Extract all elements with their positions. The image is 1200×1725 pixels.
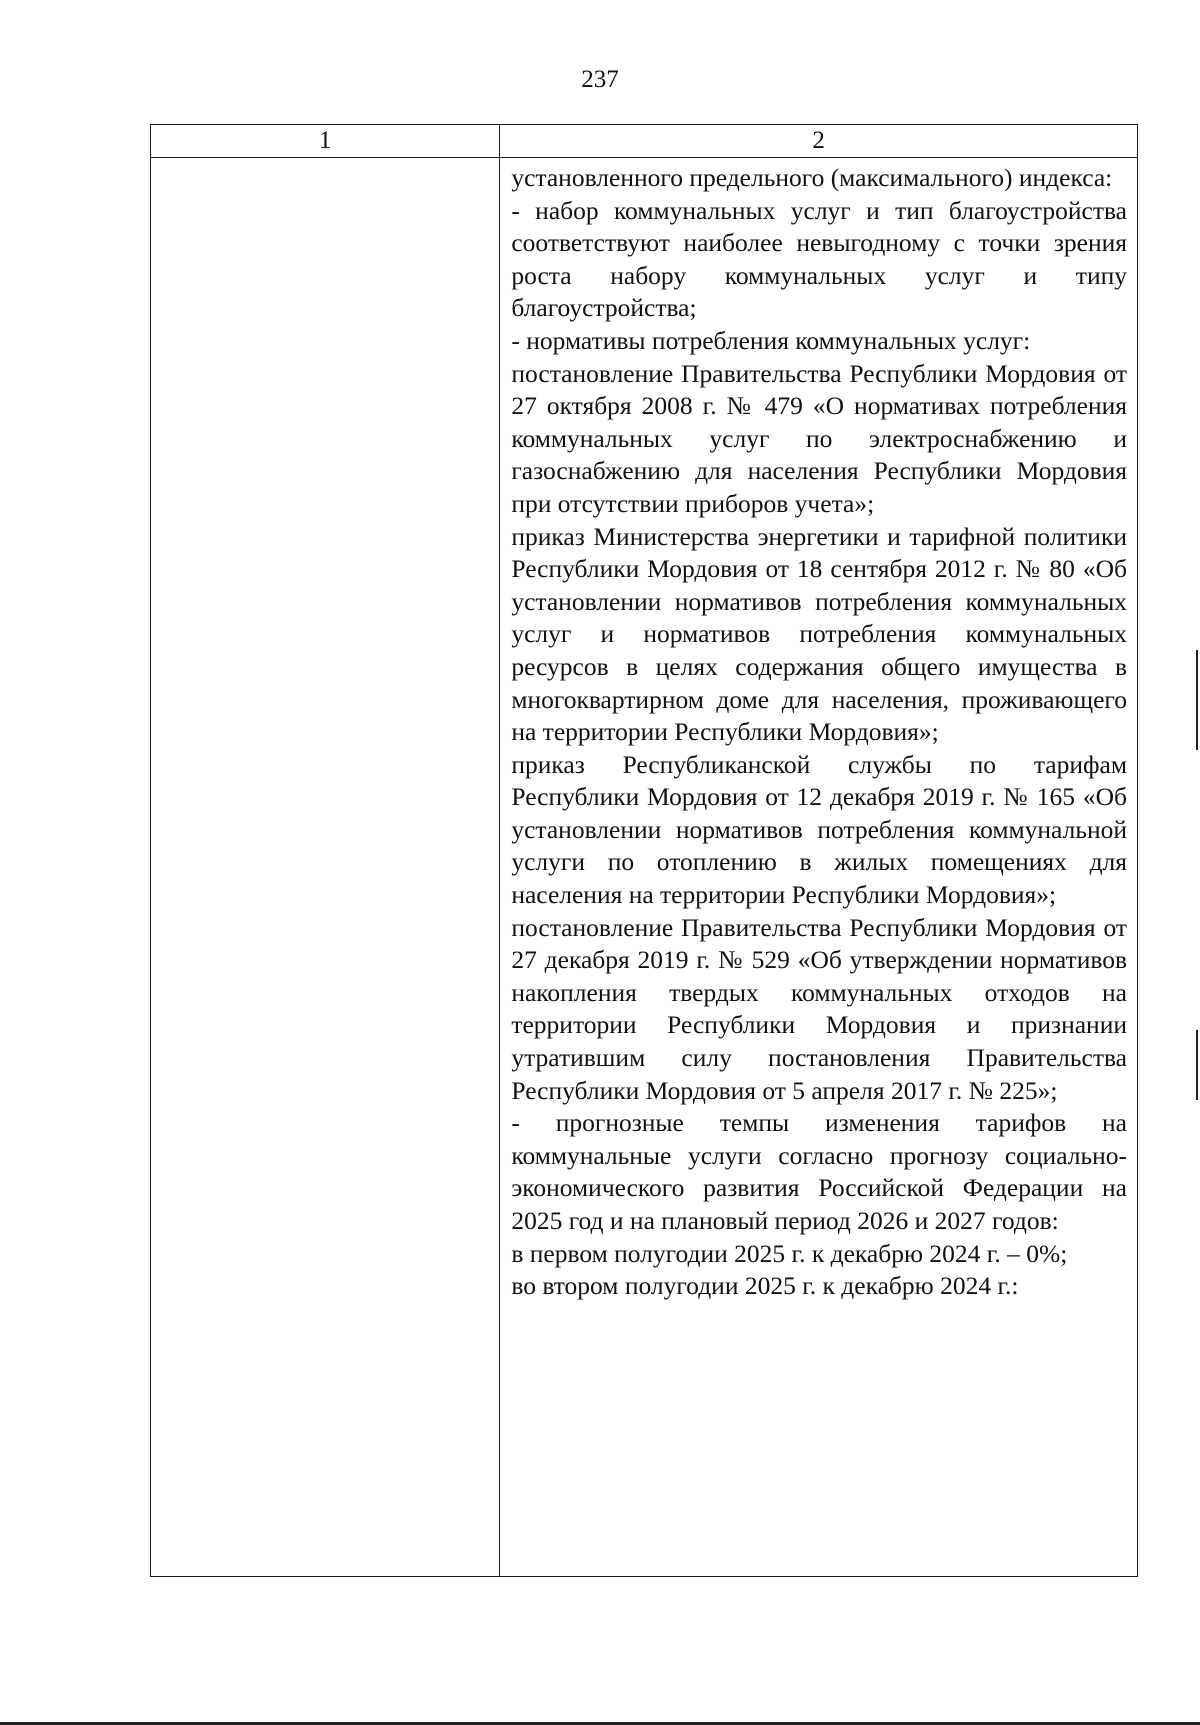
column-1-cell bbox=[151, 158, 500, 1577]
paragraph: приказ Республиканской службы по тарифам Республики Мордовия от 12 декабря 2019 г. № 165 «Об установлении нормативов потребления коммунальной услуги по отоплению в жилых помещениях для населения на территории Республики Мордовия»; bbox=[511, 749, 1127, 910]
table-header-row bbox=[151, 125, 1138, 158]
column-2-text bbox=[500, 158, 1137, 1303]
document-table bbox=[150, 124, 1138, 1577]
column-header-1: 1 bbox=[151, 125, 500, 158]
table-row bbox=[151, 158, 1138, 1577]
paragraph: - нормативы потребления коммунальных услуг: bbox=[511, 325, 1031, 355]
page-number: 237 bbox=[581, 66, 619, 93]
paragraph: - набор коммунальных услуг и тип благоустройства соответствуют наиболее невыгодному с точки зрения роста набору коммунальных услуг и типу благоустройства; bbox=[511, 195, 1127, 323]
column-1-text bbox=[151, 158, 499, 162]
scan-edge-mark bbox=[1196, 1030, 1198, 1100]
paragraph: - прогнозные темпы изменения тарифов на коммунальные услуги согласно прогнозу социально-экономического развития Российской Федерации на 2025 год и на плановый период 2026 и 2027 годов: bbox=[511, 1108, 1127, 1235]
scan-edge-mark bbox=[1196, 650, 1198, 750]
paragraph: постановление Правительства Республики Мордовия от 27 октября 2008 г. № 479 «О нормативах потребления коммунальных услуг по электроснабжению и газоснабжению для населения Республики Мордовия при отсутствии приборов учета»; bbox=[511, 358, 1127, 518]
paragraph: в первом полугодии 2025 г. к декабрю 2024 г. – 0%; bbox=[511, 1238, 1068, 1268]
paragraph: приказ Министерства энергетики и тарифной политики Республики Мордовия от 18 сентября 2012 г. № 80 «Об установлении нормативов потребления коммунальных услуг и нормативов потребления коммунальных ресурсов в целях содержания общего имущества в многоквартирном доме для населения, проживающего на территории Республики Мордовия»; bbox=[511, 521, 1127, 747]
paragraph: во втором полугодии 2025 г. к декабрю 2024 г.: bbox=[511, 1271, 1019, 1301]
column-2-cell bbox=[500, 158, 1138, 1577]
paragraph: постановление Правительства Республики Мордовия от 27 декабря 2019 г. № 529 «Об утверждении нормативов накопления твердых коммунальных отходов на территории Республики Мордовия и признании утратившим силу постановления Правительства Республики Мордовия от 5 апреля 2017 г. № 225»; bbox=[511, 912, 1127, 1105]
column-header-2: 2 bbox=[500, 125, 1138, 158]
paragraph: установленного предельного (максимального) индекса: bbox=[511, 163, 1113, 192]
